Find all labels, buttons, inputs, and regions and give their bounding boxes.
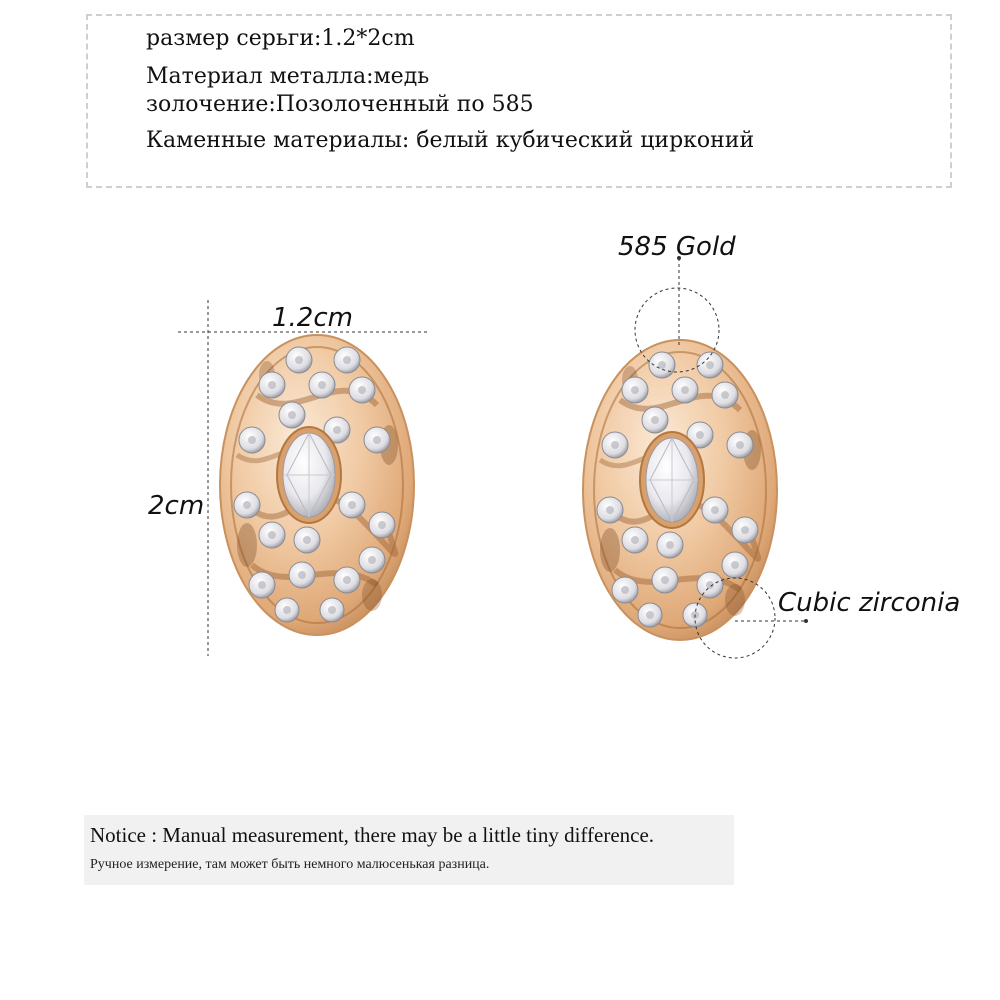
- earring-right-image: [583, 340, 777, 640]
- stone-callout-dot: [804, 619, 808, 623]
- spec-metal: Материал металла:медь: [146, 64, 430, 89]
- height-label: 2cm: [148, 491, 205, 521]
- spec-stones: Каменные материалы: белый кубический цирконий: [146, 128, 755, 153]
- notice-box: [84, 815, 734, 885]
- spec-size: размер серьги:1.2*2cm: [146, 26, 415, 51]
- width-label: 1.2cm: [272, 303, 353, 333]
- spec-plating: золочение:Позолоченный по 585: [146, 92, 534, 117]
- earring-left-image: [220, 335, 414, 635]
- gold-callout-label: 585 Gold: [618, 232, 736, 262]
- stone-callout-label: Cubic zirconia: [778, 588, 961, 618]
- notice-english: Notice : Manual measurement, there may be a little tiny difference.: [90, 823, 655, 847]
- notice-russian: Ручное измерение, там может быть немного малюсенькая разница.: [90, 857, 490, 872]
